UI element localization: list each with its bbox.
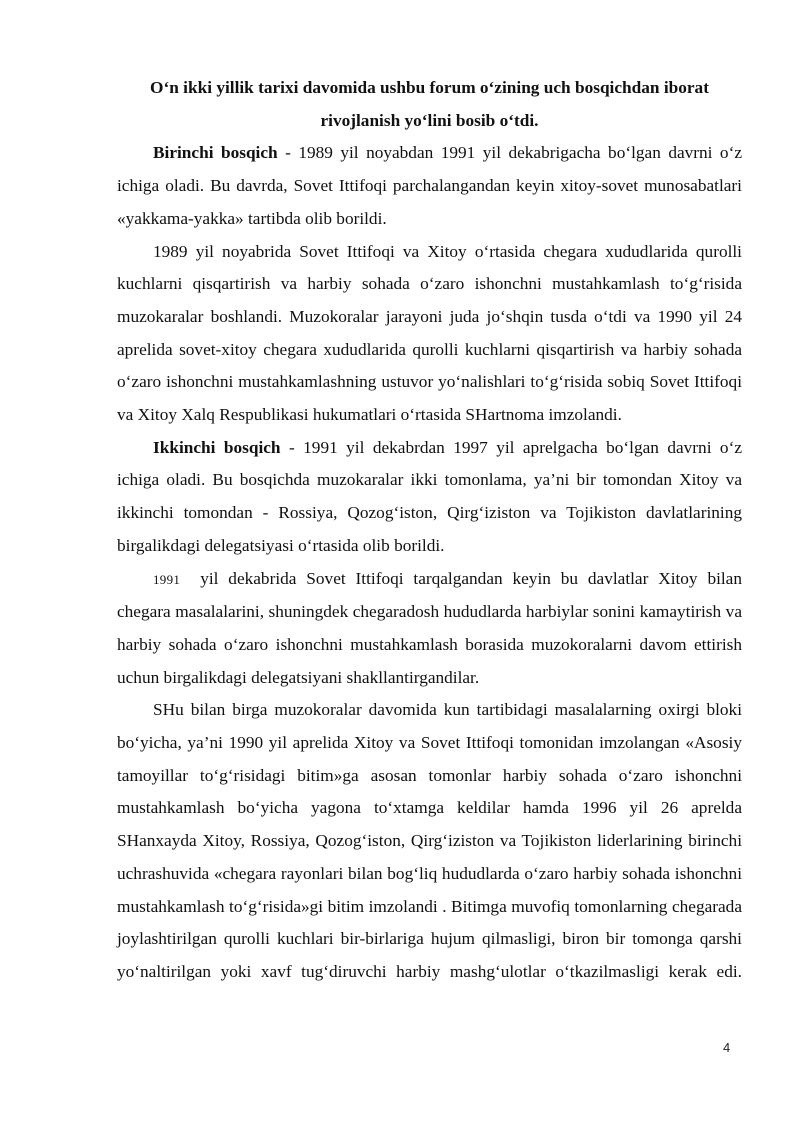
page-title: O‘n ikki yillik tarixi davomida ushbu forum o‘zining uch bosqichdan iborat rivojlanish yo‘lini bosib o‘tdi.	[150, 78, 709, 130]
first-stage-heading: Birinchi bosqich	[153, 143, 278, 163]
paragraph-second-stage	[117, 432, 742, 563]
paragraph-joint-delegation	[117, 563, 742, 695]
year-number: 1991	[153, 571, 181, 587]
paragraph-shanghai-agreement: SHu bilan birga muzokoralar davomida kun tartibidagi masalalarning oxirgi bloki bo‘yicha, ya’ni 1990 yil aprelida Xitoy va Sovet Ittifoqi tomonidan imzolangan «Asosiy tamoyillar to‘g‘risidagi bitim»ga asosan tomonlar harbiy sohada o‘zaro ishonchni mustahkamlash bo‘yicha yagona to‘xtamga keldilar hamda 1996 yil 26 aprelda SHanxayda Xitoy, Rossiya, Qozog‘iston, Qirg‘iziston va Tojikiston liderlarining birinchi uchrashuvida «chegara rayonlari bilan bog‘liq hududlarda o‘zaro harbiy sohada ishonchni mustahkamlash to‘g‘risida»gi bitim imzolandi . Bitimga muvofiq tomonlarning chegarada joylashtirilgan qurolli kuchlari bir-birlariga hujum qilmasligi, biron bir tomonga qarshi yo‘naltirilgan yoki xavf tug‘diruvchi harbiy mashg‘ulotlar o‘tkazilmasligi kerak edi.	[117, 700, 742, 981]
document-page	[117, 72, 742, 989]
second-stage-text: - 1991 yil dekabrdan 1997 yil aprelgacha bo‘lgan davrni o‘z ichiga oladi. Bu bosqichda muzokaralar ikki tomonlama, ya’ni bir tomondan Xitoy va ikkinchi tomondan - Rossiya, Qozog‘iston, Qirg‘iziston va Tojikiston davlatlarining birgalikdagi delegatsiyasi o‘rtasida olib borildi.	[117, 437, 742, 555]
second-stage-heading: Ikkinchi bosqich	[153, 437, 281, 457]
page-number: 4	[723, 1040, 731, 1055]
first-stage-text: - 1989 yil noyabdan 1991 yil dekabrigacha bo‘lgan davrni o‘z ichiga oladi. Bu davrda, Sovet Ittifoqi parchalangandan keyin xitoy-sovet munosabatlari «yakkama-yakka» tartibda olib borildi.	[117, 143, 742, 228]
paragraph-negotiations-1989: 1989 yil noyabrida Sovet Ittifoqi va Xitoy o‘rtasida chegara xududlarida qurolli kuchlarni qisqartirish va harbiy sohada o‘zaro ishonchni mustahkamlash to‘g‘risida muzokaralar boshlandi. Muzokoralar jarayoni juda jo‘shqin tusda o‘tdi va 1990 yil 24 aprelida sovet-xitoy chegara xududlarida qurolli kuchlarni qisqartirish va harbiy sohada o‘zaro ishonchni mustahkamlashning ustuvor yo‘nalishlari to‘g‘risida sobiq Sovet Ittifoqi va Xitoy Xalq Respublikasi hukumatlari o‘rtasida SHartnoma imzolandi.	[117, 241, 742, 425]
paragraph-first-stage	[117, 137, 742, 235]
joint-delegation-text: yil dekabrida Sovet Ittifoqi tarqalgandan keyin bu davlatlar Xitoy bilan chegara masalalarini, shuningdek chegaradosh hududlarda harbiylar sonini kamaytirish va harbiy sohada o‘zaro ishonchni mustahkamlash borasida muzokoralarni davom ettirish uchun birgalikdagi delegatsiyani shakllantirgandilar.	[117, 568, 742, 687]
